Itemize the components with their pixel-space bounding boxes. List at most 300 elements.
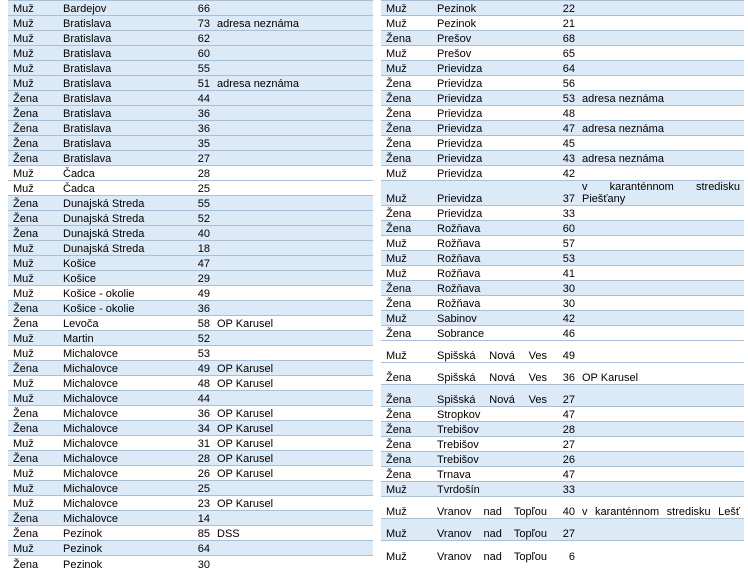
city-cell: Bratislava <box>58 76 180 91</box>
note-cell <box>577 467 744 482</box>
gender-cell: Žena <box>381 136 432 151</box>
note-cell: OP Karusel <box>212 436 373 451</box>
city-cell: Pezinok <box>58 556 180 571</box>
note-cell <box>577 422 744 437</box>
note-cell <box>577 341 744 363</box>
age-cell: 60 <box>180 46 212 61</box>
age-cell: 33 <box>555 206 577 221</box>
city-cell: Michalovce <box>58 511 180 526</box>
gender-cell: Žena <box>381 452 432 467</box>
table-row <box>8 481 373 496</box>
age-cell: 64 <box>180 541 212 556</box>
age-cell: 30 <box>555 281 577 296</box>
gender-cell: Muž <box>381 16 432 31</box>
table-row <box>8 256 373 271</box>
gender-cell: Žena <box>381 437 432 452</box>
gender-cell: Žena <box>381 296 432 311</box>
note-cell <box>577 166 744 181</box>
note-cell <box>212 61 373 76</box>
table-row <box>8 46 373 61</box>
city-cell: Rožňava <box>432 281 555 296</box>
city-cell: Čadca <box>58 166 180 181</box>
gender-cell: Muž <box>381 181 432 206</box>
table-row <box>381 16 744 31</box>
city-cell: Bratislava <box>58 151 180 166</box>
gender-cell: Muž <box>381 1 432 16</box>
table-row <box>381 326 744 341</box>
note-cell <box>212 331 373 346</box>
note-cell <box>577 437 744 452</box>
note-cell <box>577 236 744 251</box>
gender-cell: Žena <box>8 91 58 106</box>
note-cell <box>577 326 744 341</box>
note-cell <box>212 541 373 556</box>
note-cell <box>212 226 373 241</box>
age-cell: 30 <box>180 556 212 571</box>
note-cell <box>212 91 373 106</box>
table-row <box>8 211 373 226</box>
age-cell: 41 <box>555 266 577 281</box>
gender-cell: Muž <box>8 61 58 76</box>
age-cell: 30 <box>555 296 577 311</box>
age-cell: 43 <box>555 151 577 166</box>
age-cell: 36 <box>180 406 212 421</box>
age-cell: 47 <box>555 407 577 422</box>
note-cell <box>577 76 744 91</box>
gender-cell: Žena <box>381 121 432 136</box>
city-cell: Prešov <box>432 46 555 61</box>
age-cell: 44 <box>180 391 212 406</box>
age-cell: 6 <box>555 541 577 563</box>
city-cell: Prievidza <box>432 166 555 181</box>
city-cell: Spišská Nová Ves <box>432 341 555 363</box>
note-cell: adresa neznáma <box>577 151 744 166</box>
table-row <box>381 206 744 221</box>
note-cell <box>212 46 373 61</box>
gender-cell: Žena <box>8 106 58 121</box>
note-cell <box>577 385 744 407</box>
gender-cell: Muž <box>8 286 58 301</box>
age-cell: 48 <box>555 106 577 121</box>
city-cell: Vranov nad Topľou <box>432 519 555 541</box>
age-cell: 60 <box>555 221 577 236</box>
gender-cell: Žena <box>381 281 432 296</box>
age-cell: 47 <box>555 121 577 136</box>
note-cell <box>577 519 744 541</box>
note-cell <box>212 196 373 211</box>
note-cell <box>212 481 373 496</box>
city-cell: Michalovce <box>58 466 180 481</box>
city-cell: Trebišov <box>432 437 555 452</box>
table-row <box>381 46 744 61</box>
city-cell: Pezinok <box>432 1 555 16</box>
age-cell: 64 <box>555 61 577 76</box>
gender-cell: Žena <box>381 385 432 407</box>
note-cell: OP Karusel <box>212 421 373 436</box>
note-cell: OP Karusel <box>212 361 373 376</box>
note-cell <box>212 181 373 196</box>
table-row <box>8 301 373 316</box>
age-cell: 73 <box>180 16 212 31</box>
city-cell: Vranov nad Topľou <box>432 541 555 563</box>
note-cell <box>577 31 744 46</box>
city-cell: Michalovce <box>58 376 180 391</box>
age-cell: 36 <box>555 363 577 385</box>
note-cell <box>212 106 373 121</box>
gender-cell: Žena <box>381 206 432 221</box>
gender-cell: Muž <box>8 331 58 346</box>
table-row <box>8 61 373 76</box>
age-cell: 34 <box>180 421 212 436</box>
note-cell: adresa neznáma <box>212 16 373 31</box>
note-cell: OP Karusel <box>212 496 373 511</box>
city-cell: Rožňava <box>432 221 555 236</box>
note-cell <box>212 121 373 136</box>
gender-cell: Muž <box>8 466 58 481</box>
table-row <box>381 281 744 296</box>
city-cell: Rožňava <box>432 236 555 251</box>
table-row <box>8 421 373 436</box>
city-cell: Košice - okolie <box>58 286 180 301</box>
note-cell: adresa neznáma <box>577 121 744 136</box>
table-row <box>8 361 373 376</box>
age-cell: 36 <box>180 106 212 121</box>
city-cell: Michalovce <box>58 406 180 421</box>
table-row <box>381 385 744 407</box>
table-row <box>8 526 373 541</box>
table-row <box>8 286 373 301</box>
age-cell: 56 <box>555 76 577 91</box>
gender-cell: Žena <box>381 106 432 121</box>
table-row <box>8 556 373 571</box>
note-cell: OP Karusel <box>577 363 744 385</box>
table-row <box>381 467 744 482</box>
city-cell: Rožňava <box>432 251 555 266</box>
table-row <box>8 136 373 151</box>
gender-cell: Žena <box>381 31 432 46</box>
age-cell: 22 <box>555 1 577 16</box>
age-cell: 68 <box>555 31 577 46</box>
age-cell: 55 <box>180 196 212 211</box>
gender-cell: Muž <box>381 541 432 563</box>
age-cell: 53 <box>555 251 577 266</box>
city-cell: Spišská Nová Ves <box>432 385 555 407</box>
city-cell: Vranov nad Topľou <box>432 497 555 519</box>
city-cell: Košice <box>58 271 180 286</box>
table-row <box>8 391 373 406</box>
city-cell: Čadca <box>58 181 180 196</box>
note-cell: OP Karusel <box>212 466 373 481</box>
city-cell: Prievidza <box>432 91 555 106</box>
gender-cell: Žena <box>8 406 58 421</box>
note-cell: OP Karusel <box>212 406 373 421</box>
note-cell <box>212 271 373 286</box>
table-row <box>8 496 373 511</box>
table-row <box>381 422 744 437</box>
table-row <box>381 519 744 541</box>
gender-cell: Muž <box>381 266 432 281</box>
age-cell: 25 <box>180 181 212 196</box>
age-cell: 47 <box>180 256 212 271</box>
note-cell <box>212 556 373 571</box>
table-row <box>381 341 744 363</box>
gender-cell: Žena <box>8 121 58 136</box>
table-row <box>8 541 373 556</box>
gender-cell: Muž <box>381 311 432 326</box>
note-cell <box>212 286 373 301</box>
gender-cell: Muž <box>381 236 432 251</box>
table-row <box>381 91 744 106</box>
table-row <box>381 407 744 422</box>
city-cell: Trnava <box>432 467 555 482</box>
gender-cell: Žena <box>8 136 58 151</box>
city-cell: Prešov <box>432 31 555 46</box>
gender-cell: Muž <box>8 391 58 406</box>
table-row <box>381 266 744 281</box>
city-cell: Bratislava <box>58 136 180 151</box>
age-cell: 46 <box>555 326 577 341</box>
city-cell: Bratislava <box>58 46 180 61</box>
table-row <box>8 241 373 256</box>
note-cell <box>212 151 373 166</box>
note-cell <box>577 136 744 151</box>
city-cell: Bratislava <box>58 106 180 121</box>
note-cell <box>212 31 373 46</box>
gender-cell: Žena <box>8 421 58 436</box>
table-row <box>381 497 744 519</box>
table-row <box>381 236 744 251</box>
table-row <box>381 61 744 76</box>
gender-cell: Žena <box>381 326 432 341</box>
age-cell: 27 <box>555 437 577 452</box>
age-cell: 33 <box>555 482 577 497</box>
age-cell: 35 <box>180 136 212 151</box>
city-cell: Bratislava <box>58 16 180 31</box>
gender-cell: Žena <box>8 556 58 571</box>
table-row <box>8 196 373 211</box>
table-row <box>381 363 744 385</box>
age-cell: 44 <box>180 91 212 106</box>
table-row <box>8 76 373 91</box>
note-cell <box>577 266 744 281</box>
gender-cell: Žena <box>381 363 432 385</box>
gender-cell: Muž <box>381 61 432 76</box>
age-cell: 42 <box>555 166 577 181</box>
city-cell: Prievidza <box>432 151 555 166</box>
age-cell: 52 <box>180 211 212 226</box>
table-row <box>381 437 744 452</box>
city-cell: Bratislava <box>58 121 180 136</box>
city-cell: Spišská Nová Ves <box>432 363 555 385</box>
right-table <box>381 0 744 563</box>
table-row <box>8 331 373 346</box>
age-cell: 26 <box>555 452 577 467</box>
gender-cell: Žena <box>8 196 58 211</box>
table-row <box>381 121 744 136</box>
city-cell: Dunajská Streda <box>58 226 180 241</box>
gender-cell: Žena <box>8 526 58 541</box>
city-cell: Levoča <box>58 316 180 331</box>
table-row <box>381 181 744 206</box>
age-cell: 36 <box>180 301 212 316</box>
age-cell: 58 <box>180 316 212 331</box>
city-cell: Michalovce <box>58 346 180 361</box>
city-cell: Košice - okolie <box>58 301 180 316</box>
city-cell: Prievidza <box>432 76 555 91</box>
age-cell: 27 <box>555 385 577 407</box>
table-row <box>381 251 744 266</box>
age-cell: 55 <box>180 61 212 76</box>
table-row <box>8 106 373 121</box>
gender-cell: Muž <box>8 1 58 16</box>
note-cell <box>577 16 744 31</box>
note-cell <box>577 46 744 61</box>
city-cell: Pezinok <box>432 16 555 31</box>
age-cell: 42 <box>555 311 577 326</box>
gender-cell: Žena <box>8 226 58 241</box>
city-cell: Sobrance <box>432 326 555 341</box>
note-cell <box>212 391 373 406</box>
left-table <box>8 0 373 571</box>
note-cell <box>212 511 373 526</box>
table-row <box>381 151 744 166</box>
age-cell: 31 <box>180 436 212 451</box>
table-row <box>381 541 744 563</box>
gender-cell: Žena <box>8 301 58 316</box>
note-cell <box>577 106 744 121</box>
note-cell <box>577 452 744 467</box>
gender-cell: Muž <box>8 271 58 286</box>
note-cell <box>212 301 373 316</box>
note-cell <box>212 256 373 271</box>
gender-cell: Žena <box>381 221 432 236</box>
table-row <box>381 296 744 311</box>
age-cell: 66 <box>180 1 212 16</box>
gender-cell: Muž <box>8 31 58 46</box>
gender-cell: Muž <box>8 76 58 91</box>
table-row <box>8 16 373 31</box>
gender-cell: Muž <box>381 497 432 519</box>
city-cell: Michalovce <box>58 391 180 406</box>
age-cell: 21 <box>555 16 577 31</box>
city-cell: Rožňava <box>432 296 555 311</box>
note-cell <box>212 241 373 256</box>
city-cell: Dunajská Streda <box>58 241 180 256</box>
table-row <box>381 311 744 326</box>
age-cell: 49 <box>555 341 577 363</box>
gender-cell: Muž <box>8 541 58 556</box>
age-cell: 28 <box>180 451 212 466</box>
table-row <box>381 136 744 151</box>
note-cell <box>577 1 744 16</box>
note-cell <box>212 346 373 361</box>
gender-cell: Muž <box>8 166 58 181</box>
gender-cell: Žena <box>381 422 432 437</box>
table-row <box>8 511 373 526</box>
city-cell: Dunajská Streda <box>58 211 180 226</box>
city-cell: Sabinov <box>432 311 555 326</box>
table-row <box>8 451 373 466</box>
city-cell: Michalovce <box>58 496 180 511</box>
note-cell <box>577 407 744 422</box>
gender-cell: Žena <box>8 361 58 376</box>
note-cell <box>212 211 373 226</box>
gender-cell: Žena <box>8 511 58 526</box>
city-cell: Michalovce <box>58 481 180 496</box>
note-cell <box>577 541 744 563</box>
table-row <box>8 1 373 16</box>
city-cell: Trebišov <box>432 422 555 437</box>
city-cell: Rožňava <box>432 266 555 281</box>
city-cell: Dunajská Streda <box>58 196 180 211</box>
gender-cell: Muž <box>8 496 58 511</box>
city-cell: Bratislava <box>58 61 180 76</box>
note-cell: v karanténnom stredisku Piešťany <box>577 181 744 206</box>
age-cell: 45 <box>555 136 577 151</box>
table-row <box>8 181 373 196</box>
gender-cell: Žena <box>8 151 58 166</box>
age-cell: 29 <box>180 271 212 286</box>
note-cell: adresa neznáma <box>212 76 373 91</box>
age-cell: 40 <box>555 497 577 519</box>
age-cell: 27 <box>180 151 212 166</box>
city-cell: Prievidza <box>432 121 555 136</box>
gender-cell: Muž <box>8 256 58 271</box>
gender-cell: Muž <box>8 181 58 196</box>
note-cell <box>577 296 744 311</box>
city-cell: Tvrdošín <box>432 482 555 497</box>
age-cell: 37 <box>555 181 577 206</box>
note-cell: v karanténnom stredisku Lešť <box>577 497 744 519</box>
city-cell: Prievidza <box>432 106 555 121</box>
age-cell: 25 <box>180 481 212 496</box>
age-cell: 36 <box>180 121 212 136</box>
age-cell: 14 <box>180 511 212 526</box>
city-cell: Prievidza <box>432 206 555 221</box>
note-cell <box>577 206 744 221</box>
table-row <box>381 31 744 46</box>
age-cell: 26 <box>180 466 212 481</box>
age-cell: 23 <box>180 496 212 511</box>
note-cell: OP Karusel <box>212 316 373 331</box>
table-row <box>381 221 744 236</box>
age-cell: 62 <box>180 31 212 46</box>
age-cell: 53 <box>555 91 577 106</box>
table-row <box>8 466 373 481</box>
city-cell: Bratislava <box>58 31 180 46</box>
note-cell: OP Karusel <box>212 451 373 466</box>
table-row <box>381 1 744 16</box>
note-cell: OP Karusel <box>212 376 373 391</box>
gender-cell: Žena <box>381 76 432 91</box>
gender-cell: Muž <box>381 519 432 541</box>
age-cell: 53 <box>180 346 212 361</box>
note-cell <box>577 482 744 497</box>
table-row <box>8 151 373 166</box>
note-cell: DSS <box>212 526 373 541</box>
city-cell: Michalovce <box>58 361 180 376</box>
city-cell: Martin <box>58 331 180 346</box>
gender-cell: Žena <box>381 407 432 422</box>
gender-cell: Muž <box>381 251 432 266</box>
gender-cell: Muž <box>8 346 58 361</box>
table-row <box>8 316 373 331</box>
note-cell <box>212 136 373 151</box>
age-cell: 51 <box>180 76 212 91</box>
table-row <box>381 482 744 497</box>
age-cell: 40 <box>180 226 212 241</box>
gender-cell: Muž <box>381 166 432 181</box>
